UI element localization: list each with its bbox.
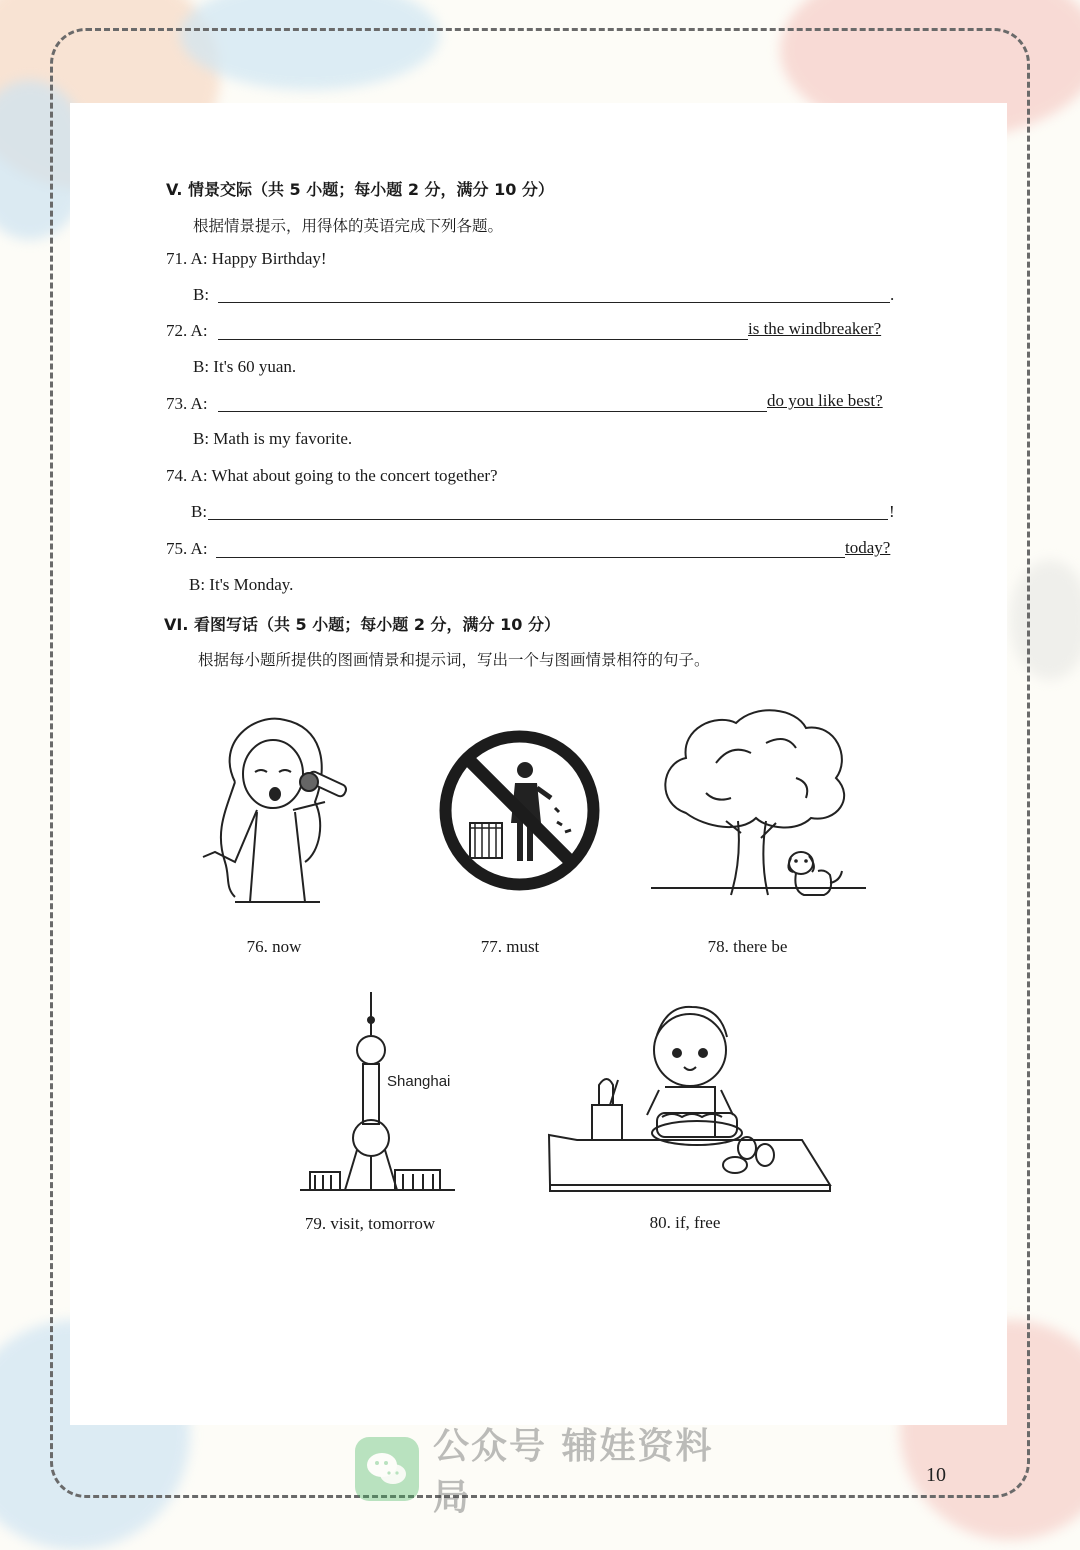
tree-and-dog-illustration (646, 703, 871, 905)
q72-answer-blank[interactable] (218, 339, 748, 340)
q74-answer-blank[interactable] (208, 519, 888, 520)
q71-b-prefix: B: (193, 285, 210, 304)
q74-line-a: 74. A: What about going to the concert together? (166, 466, 498, 485)
no-littering-sign-icon (437, 728, 602, 893)
q72-a-prefix: 72. A: (166, 321, 208, 340)
q71-line-a: 71. A: Happy Birthday! (166, 249, 327, 268)
oriental-pearl-tower-illustration (295, 990, 460, 1195)
q74-b-tail: ! (889, 502, 895, 521)
caption-80: 80. if, free (649, 1213, 721, 1232)
watermark (355, 1426, 745, 1518)
q75-a-prefix: 75. A: (166, 539, 208, 558)
q73-a-tail: do you like best? (767, 391, 883, 410)
shanghai-label: Shanghai (387, 1073, 451, 1090)
q72-line-b: B: It's 60 yuan. (193, 357, 297, 376)
q75-answer-blank[interactable] (216, 557, 845, 558)
caption-79: 79. visit, tomorrow (304, 1214, 436, 1233)
section-5-heading: V. 情景交际（共 5 小题；每小题 2 分，满分 10 分） (166, 180, 554, 199)
section-6-instruction: 根据每小题所提供的图画情景和提示词，写出一个与图画情景相符的句子。 (198, 651, 710, 669)
q73-a-prefix: 73. A: (166, 394, 208, 413)
q75-a-tail: today? (845, 538, 891, 557)
singing-girl-illustration (195, 712, 360, 907)
q72-a-tail: is the windbreaker? (748, 319, 882, 338)
q73-answer-blank[interactable] (218, 411, 767, 412)
q71-b-tail: . (890, 285, 895, 304)
watermark-text: 公众号 辅娃资料局 (433, 1426, 714, 1518)
caption-78: 78. there be (707, 937, 788, 956)
section-5-instruction: 根据情景提示，用得体的英语完成下列各题。 (193, 217, 504, 235)
q74-b-prefix: B: (191, 502, 208, 521)
q71-answer-blank[interactable] (218, 302, 890, 303)
wechat-icon (355, 1437, 419, 1501)
boy-baking-cake-illustration (547, 1005, 832, 1195)
q73-line-b: B: Math is my favorite. (193, 429, 353, 448)
caption-77: 77. must (480, 937, 540, 956)
q75-line-b: B: It's Monday. (189, 575, 294, 594)
section-6-heading: VI. 看图写话（共 5 小题；每小题 2 分，满分 10 分） (164, 615, 560, 634)
caption-76: 76. now (246, 937, 302, 956)
page-number: 10 (926, 1464, 946, 1486)
